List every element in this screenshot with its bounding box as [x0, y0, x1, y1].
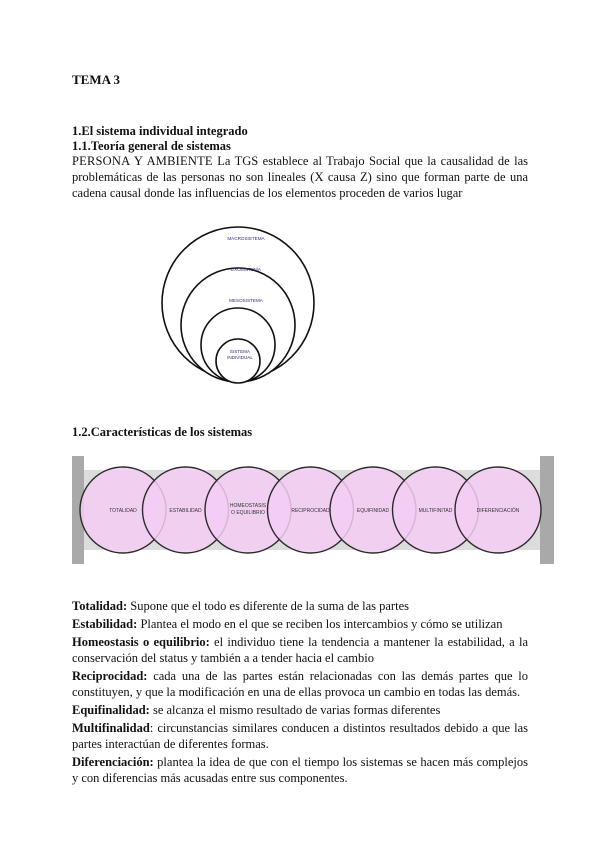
intro-lead: PERSONA Y AMBIENTE [72, 154, 213, 168]
definition-text: Supone que el todo es diferente de la suma de las partes [127, 599, 409, 613]
definition-text: se alcanza el mismo resultado de varias formas diferentes [149, 703, 441, 717]
label-sistema: SISTEMA [229, 349, 251, 354]
characteristics-diagram [72, 456, 554, 564]
characteristic-label-5: MULTIFINITAD [418, 508, 453, 514]
definition-item [72, 668, 528, 700]
definition-text: Plantea el modo en el que se reciben los intercambios y cómo se utilizan [137, 617, 503, 631]
definition-term: Multifinalidad [72, 721, 150, 735]
definition-item [72, 720, 528, 752]
definition-term: Estabilidad: [72, 617, 138, 631]
label-exosistema: EXOSISTEMA [231, 267, 261, 272]
label-individual: INDIVIDUAL [227, 355, 253, 360]
nested-systems-diagram [158, 213, 318, 389]
definition-text: el individuo tiene la tendencia a mantener la estabilidad, a la conservación del status y también a a tender hacia el cambio [72, 635, 528, 665]
characteristic-label-4: EQUIFINIDAD [356, 508, 390, 514]
individual-system-circle [216, 339, 260, 383]
definition-text: plantea la idea de que con el tiempo los sistemas se hacen más complejos y con diferencias más acusadas entre sus componentes. [72, 755, 528, 785]
characteristic-label-1: ESTABILIDAD [169, 508, 202, 514]
definition-term: Diferenciación: [72, 755, 154, 769]
definition-term: Homeostasis o equilibrio: [72, 635, 210, 649]
definition-item [72, 702, 528, 718]
intro-text: La TGS establece al Trabajo Social que la causalidad de las problemáticas de las personas no son lineales (X causa Z) sino que forman parte de una cadena causal donde las influencias de los elementos proceden de varios lugar [72, 154, 528, 200]
section-1-1-heading: 1.1.Teoría general de sistemas [72, 139, 231, 153]
definition-item [72, 634, 528, 666]
characteristic-label-6: DIFERENCIACIÓN [476, 508, 520, 514]
definition-item [72, 754, 528, 786]
characteristic-label-2: HOMEOSTASIS O EQUILIBRIO [229, 503, 267, 516]
right-bar [540, 456, 554, 564]
label-mesosistema: MESOSISTEMA [229, 298, 263, 303]
label-macrosistema: MACROSISTEMA [227, 236, 265, 241]
definition-item [72, 616, 528, 632]
definition-item [72, 598, 528, 614]
definition-term: Equifinalidad: [72, 703, 150, 717]
characteristic-label-0: TOTALIDAD [109, 508, 137, 514]
characteristic-label-3: RECIPROCIDAD [291, 508, 330, 514]
definitions-list [72, 598, 528, 788]
doc-title: TEMA 3 [72, 72, 121, 87]
section-1-2-heading: 1.2.Características de los sistemas [72, 425, 253, 439]
definition-text: : circunstancias similares conducen a distintos resultados debido a que las partes interactúan de diferentes formas. [72, 721, 528, 751]
definition-text: cada una de las partes están relacionadas con las demás partes que lo constituyen, y que la modificación en una de ellas provoca un cambio en todas las demás. [72, 669, 528, 699]
intro-paragraph [72, 153, 528, 201]
section-1-heading: 1.El sistema individual integrado [72, 124, 248, 138]
definition-term: Reciprocidad: [72, 669, 148, 683]
definition-term: Totalidad: [72, 599, 128, 613]
